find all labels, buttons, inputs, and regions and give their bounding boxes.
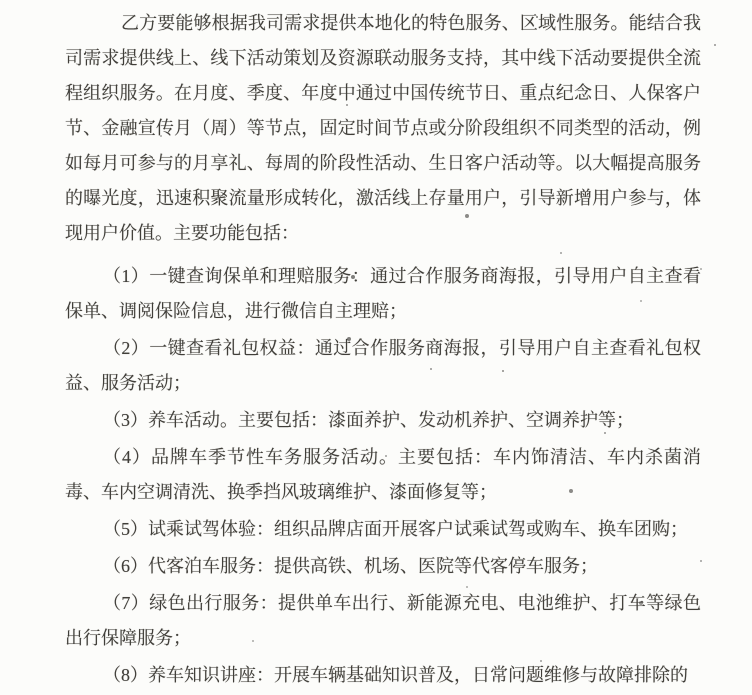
list-item-8: （8）养车知识讲座：开展车辆基础知识普及，日常问题维修与故障排除的	[103, 665, 688, 685]
list-item-5: （5）试乘试驾体验：组织品牌店面开展客户试乘试驾或购车、换车团购；	[103, 519, 688, 539]
list-item-3: （3）养车活动。主要包括：漆面养护、发动机养护、空调养护等；	[103, 410, 634, 430]
list-item-2: （2）一键查看礼包权益：通过合作服务商海报，引导用户自主查看礼包权益、服务活动；	[65, 338, 701, 393]
list-item-1: （1）一键查询保单和理赔服务：通过合作服务商海报，引导用户自主查看保单、调阅保险信息，进行微信自主理赔；	[65, 266, 701, 321]
scan-noise-speckles	[0, 0, 2, 2]
intro-paragraph: 乙方要能够根据我司需求提供本地化的特色服务、区域性服务。能结合我司需求提供线上、线下活动策划及资源联动服务支持，其中线下活动要提供全流程组织服务。在月度、季度、年度中通过中国传统节日、重点纪念日、人保客户节、金融宣传月（周）等节点，固定时间节点或分阶段组织不同类型的活动，例如每月可参与的月享礼、每周的阶段性活动、生日客户活动等。以大幅提高服务的曝光度，迅速积聚流量形成转化，激活线上存量用户，引导新增用户参与，体现用户价值。主要功能包括：	[65, 13, 701, 243]
list-item-7: （7）绿色出行服务：提供单车出行、新能源充电、电池维护、打车等绿色出行保障服务；	[65, 593, 701, 648]
list-item-4: （4）品牌车季节性车务服务活动。主要包括：车内饰清洁、车内杀菌消毒、车内空调清洗、换季挡风玻璃维护、漆面修复等；	[65, 447, 701, 502]
list-item-6: （6）代客泊车服务：提供高铁、机场、医院等代客停车服务；	[103, 556, 598, 576]
document-body-text	[65, 6, 701, 695]
